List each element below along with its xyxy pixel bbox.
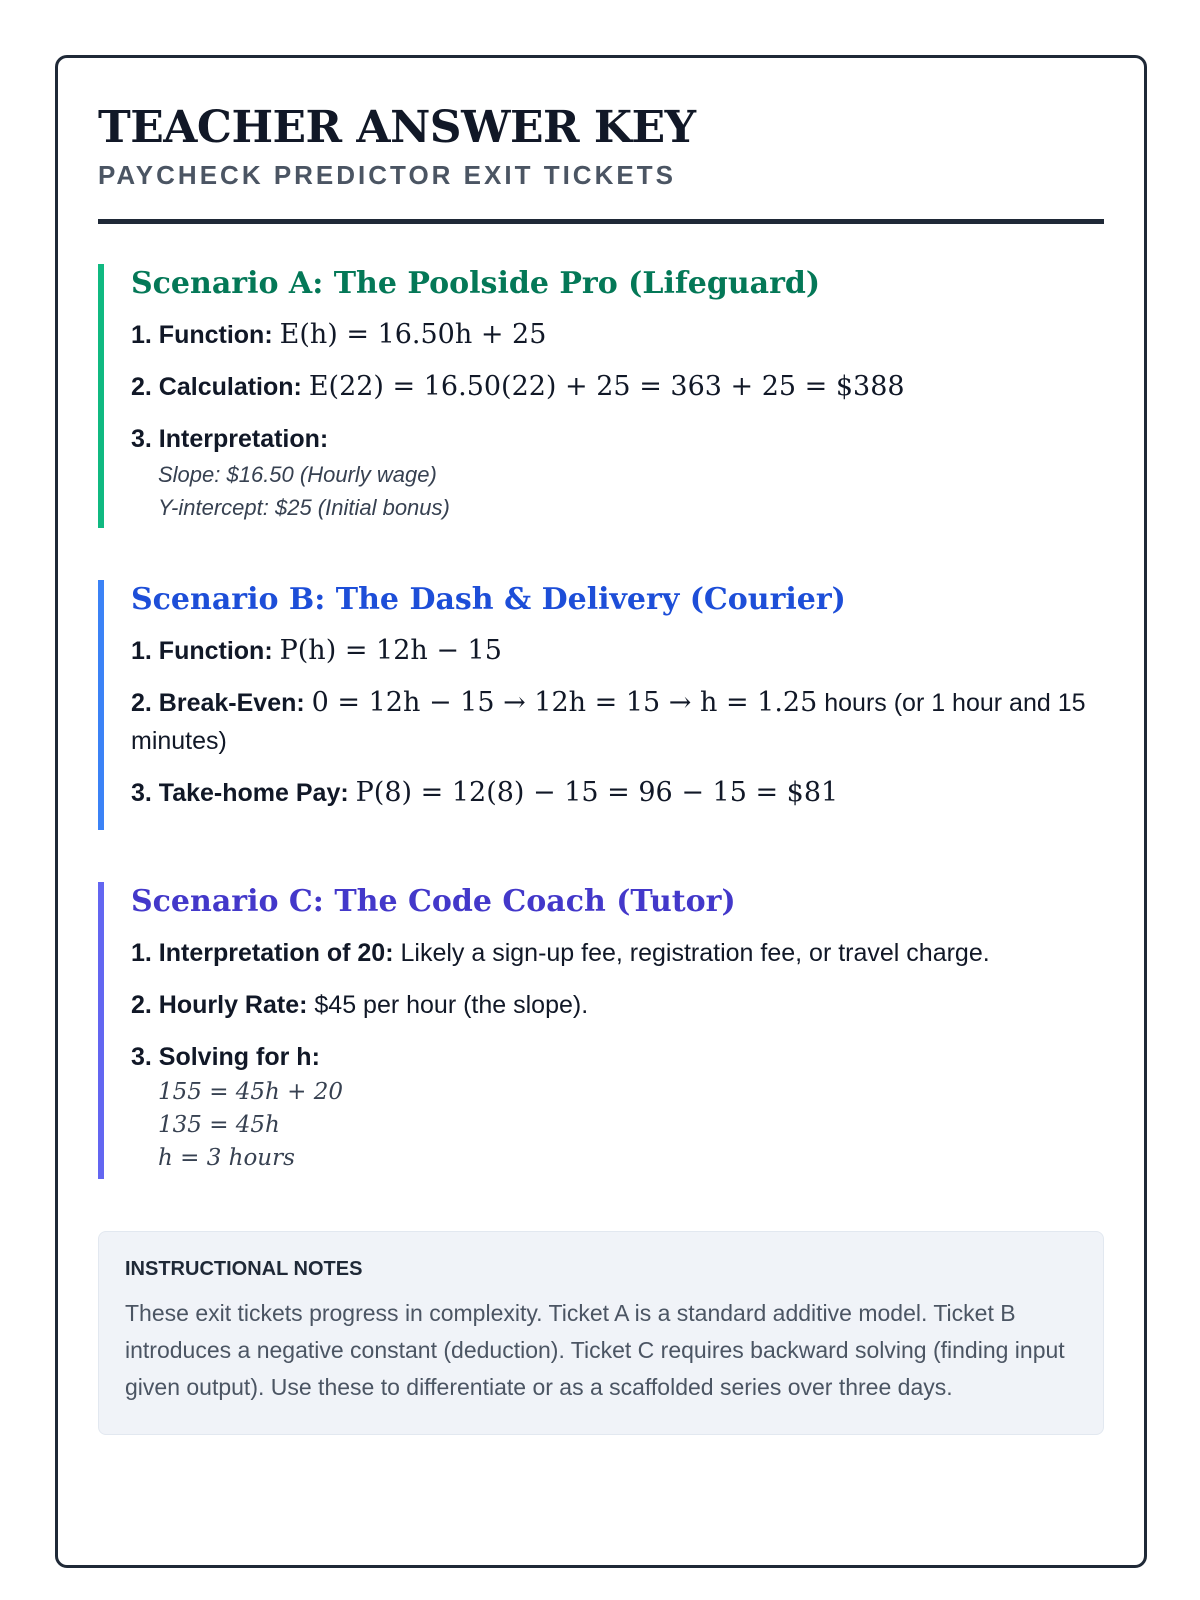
scenario-b-take-home: [131, 774, 1104, 812]
scenario-c-hourly-rate: [131, 986, 1104, 1024]
slope-note: Slope: $16.50 (Hourly wage): [158, 462, 437, 487]
item-text: Likely a sign-up fee, registration fee, or travel charge.: [393, 939, 990, 967]
scenario-c: [98, 882, 1104, 1179]
item-label: 3. Solving for h:: [131, 1043, 320, 1071]
solution-step: 135 = 45h: [158, 1112, 280, 1138]
scenario-a-interpretation-details: [131, 458, 1104, 524]
scenario-a-interpretation: [131, 420, 1104, 458]
scenario-b-break-even: [131, 684, 1104, 760]
notes-heading: INSTRUCTIONAL NOTES: [125, 1258, 363, 1280]
item-math: E(22) = 16.50(22) + 25 = 363 + 25 = $388: [308, 371, 905, 402]
answer-key-card: [55, 55, 1147, 1568]
page-title: TEACHER ANSWER KEY: [98, 102, 696, 153]
scenario-c-interpretation: [131, 934, 1104, 972]
scenario-a: [98, 264, 1104, 528]
scenario-c-solution-steps: [131, 1076, 1104, 1175]
scenario-a-function: [131, 316, 1104, 354]
scenario-a-calculation: [131, 368, 1104, 406]
item-label: 2. Hourly Rate:: [131, 991, 308, 1019]
notes-body: These exit tickets progress in complexity. Ticket A is a standard additive model. Ticket B introduces a negative constant (deduction). Ticket C requires backward solving (finding input given output). Use these to differentiate or as a scaffolded series over three days.: [125, 1300, 1065, 1400]
page-subtitle: PAYCHECK PREDICTOR EXIT TICKETS: [98, 160, 676, 190]
solution-step: 155 = 45h + 20: [158, 1079, 344, 1105]
item-label: 2. Break-Even:: [131, 689, 305, 717]
item-label: 1. Function:: [131, 321, 273, 349]
item-label: 3. Interpretation:: [131, 425, 329, 453]
item-text: $45 per hour (the slope).: [307, 991, 589, 1019]
item-label: 3. Take-home Pay:: [131, 779, 349, 807]
item-math: P(8) = 12(8) − 15 = 96 − 15 = $81: [355, 777, 839, 808]
intercept-note: Y-intercept: $25 (Initial bonus): [158, 495, 450, 520]
item-math: E(h) = 16.50h + 25: [279, 319, 547, 350]
solution-step: h = 3 hours: [158, 1145, 295, 1171]
item-label: 1. Function:: [131, 637, 273, 665]
item-label: 2. Calculation:: [131, 373, 302, 401]
scenario-title: Scenario A: The Poolside Pro (Lifeguard): [131, 266, 821, 301]
scenario-title: Scenario C: The Code Coach (Tutor): [131, 884, 736, 919]
item-text: hours (or 1 hour and 15 minutes): [131, 689, 1086, 755]
instructional-notes: [98, 1231, 1104, 1435]
scenario-c-solving: [131, 1038, 1104, 1076]
header-divider: [98, 219, 1104, 224]
scenario-b-function: [131, 632, 1104, 670]
item-math: 0 = 12h − 15 → 12h = 15 → h = 1.25: [311, 687, 818, 718]
item-label: 1. Interpretation of 20:: [131, 939, 394, 967]
scenario-title: Scenario B: The Dash & Delivery (Courier): [131, 582, 846, 617]
item-math: P(h) = 12h − 15: [279, 635, 502, 666]
scenario-b: [98, 580, 1104, 830]
